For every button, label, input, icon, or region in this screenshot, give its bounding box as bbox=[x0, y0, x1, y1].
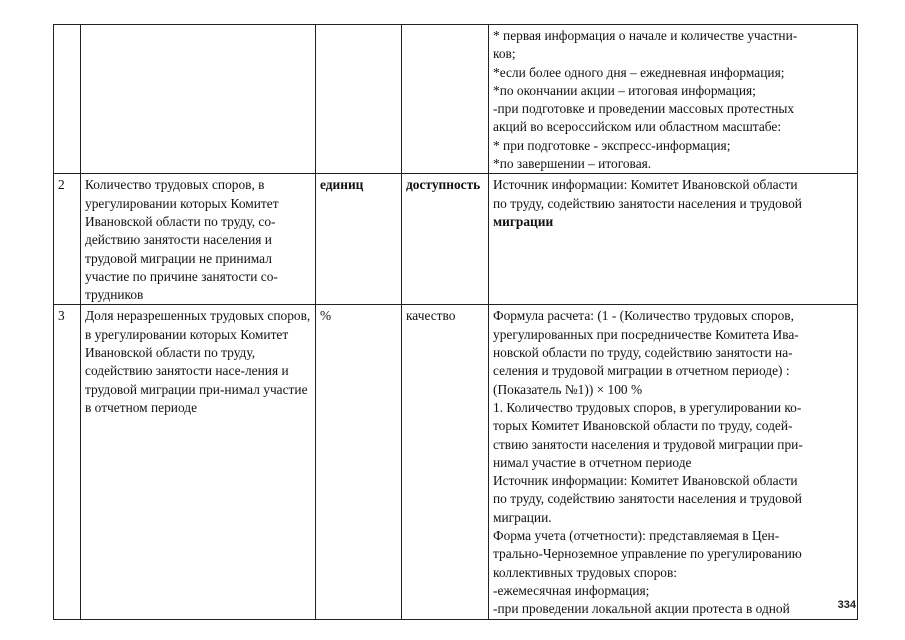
source-line: новской области по труду, содействию занятости на- bbox=[493, 345, 793, 361]
table-row bbox=[54, 174, 858, 305]
source-line: * первая информация о начале и количестве участни- bbox=[493, 28, 798, 43]
source-line: Формула расчета: (1 - (Количество трудовых споров, bbox=[493, 308, 794, 324]
source-line: *по завершении – итоговая. bbox=[493, 156, 652, 172]
source-cell bbox=[489, 305, 858, 619]
source-line: миграции. bbox=[493, 509, 552, 525]
indicators-table bbox=[53, 24, 858, 620]
source-line: коллективных трудовых споров: bbox=[493, 564, 678, 580]
source-line: селения и трудовой миграции в отчетном периоде) : bbox=[493, 363, 790, 379]
table-row bbox=[54, 25, 858, 174]
source-cell bbox=[489, 25, 858, 174]
source-line: (Показатель №1)) × 100 % bbox=[493, 381, 643, 397]
indicator-name-cell bbox=[81, 25, 316, 174]
indicator-type-cell: доступность bbox=[402, 174, 489, 305]
indicator-type-cell: качество bbox=[402, 305, 489, 619]
source-line: торых Комитет Ивановской области по труду, содей- bbox=[493, 418, 793, 434]
row-number-cell: 2 bbox=[54, 174, 81, 305]
source-line: * при подготовке - экспресс-информация; bbox=[493, 137, 731, 153]
source-line: Источник информации: Комитет Ивановской области bbox=[493, 177, 798, 193]
row-number-cell: 3 bbox=[54, 305, 81, 619]
source-line: -при подготовке и проведении массовых протестных bbox=[493, 101, 795, 117]
source-line: по труду, содействию занятости населения и трудовой bbox=[493, 491, 802, 507]
unit-cell: единиц bbox=[316, 174, 402, 305]
source-line: акций во всероссийском или областном масштабе: bbox=[493, 119, 782, 135]
page-number: 334 bbox=[837, 599, 856, 611]
row-number-cell bbox=[54, 25, 81, 174]
indicator-name-cell: Количество трудовых споров, в урегулировании которых Комитет Ивановской области по труду, со-действию занятости населения и трудовой миграции не принимал участие по причине занятости со-трудников bbox=[81, 174, 316, 305]
source-line: Источник информации: Комитет Ивановской области bbox=[493, 473, 798, 489]
source-line: по труду, содействию занятости населения и трудовой bbox=[493, 195, 802, 211]
source-line: трально-Черноземное управление по урегулированию bbox=[493, 546, 802, 562]
unit-cell: % bbox=[316, 305, 402, 619]
source-line: ков; bbox=[493, 46, 516, 62]
source-line: -ежемесячная информация; bbox=[493, 582, 650, 598]
indicator-name-cell: Доля неразрешенных трудовых споров, в урегулировании которых Комитет Ивановской области по труду, содействию занятости насе-ления и трудовой миграции при-нимал участие в отчетном периоде bbox=[81, 305, 316, 619]
source-line: -при проведении локальной акции протеста в одной bbox=[493, 601, 790, 617]
source-line: *если более одного дня – ежедневная информация; bbox=[493, 64, 785, 80]
source-line: урегулированных при посредничестве Комитета Ива- bbox=[493, 326, 799, 342]
source-line: нимал участие в отчетном периоде bbox=[493, 454, 692, 470]
source-line: *по окончании акции – итоговая информация; bbox=[493, 82, 756, 98]
unit-cell bbox=[316, 25, 402, 174]
source-line: миграции bbox=[493, 213, 554, 229]
table-row bbox=[54, 305, 858, 619]
source-line: Форма учета (отчетности): представляемая в Цен- bbox=[493, 528, 780, 544]
indicator-type-cell bbox=[402, 25, 489, 174]
source-line: ствию занятости населения и трудовой миграции при- bbox=[493, 436, 803, 452]
source-cell bbox=[489, 174, 858, 305]
source-line: 1. Количество трудовых споров, в урегулировании ко- bbox=[493, 399, 802, 415]
